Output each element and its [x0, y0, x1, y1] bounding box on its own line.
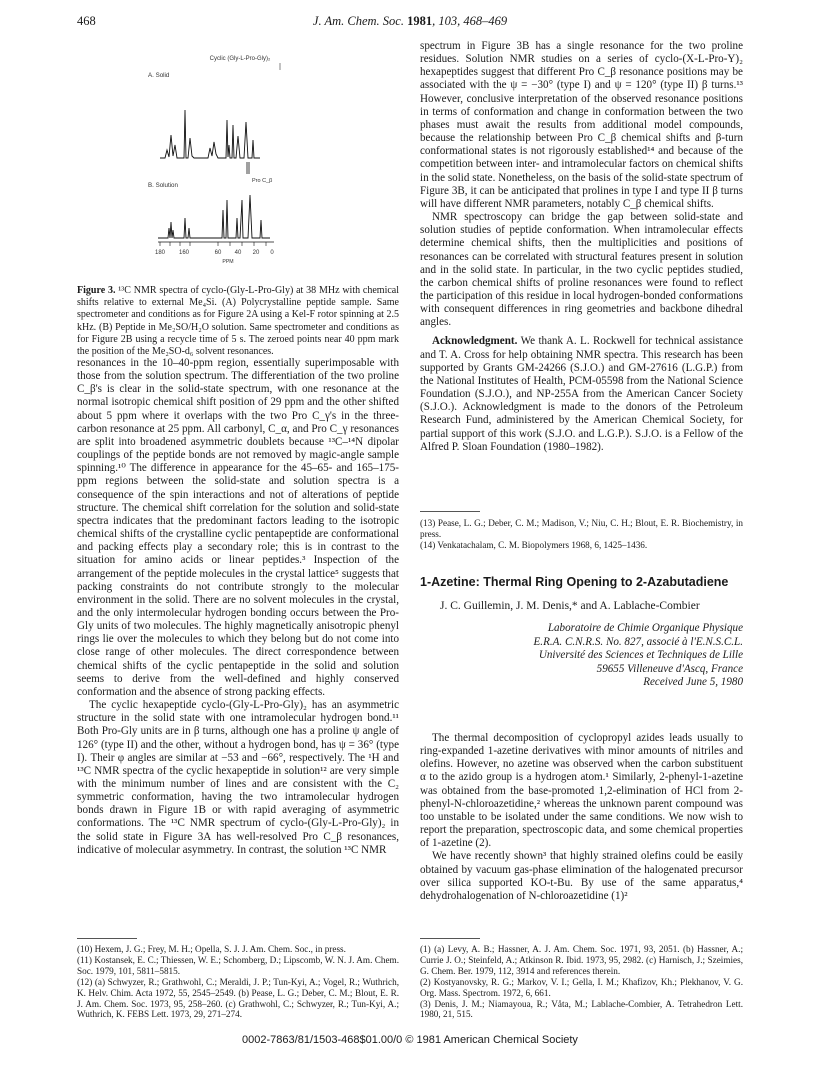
right-column-body — [420, 40, 743, 454]
reference: (3) Denis, J. M.; Niamayoua, R.; Våta, M.; Lablache-Combier, A. Tetrahedron Lett. 1980, 21, 515. — [420, 998, 743, 1020]
page-header — [0, 10, 820, 30]
article-body — [420, 732, 743, 903]
caption-label: Figure 3. — [77, 285, 116, 296]
body-paragraph: The cyclic hexapeptide cyclo-(Gly-L-Pro-Gly)₂ has an asymmetric structure in the solid state with one intramolecular hydrogen bond.¹¹ Both Pro-Gly units are in β turns, although one has a proline ψ angle of 126° (type II) and the other, without a hydrogen bond, has ψ = 36° (type I). Their φ angles are similar at −53 and −66°, respectively. The ¹H and ¹³C NMR spectra of the cyclic hexapeptide in solution¹² are very simple with the minimum number of lines and are consistent with the C₂ symmetric conformation, having the two intramolecular hydrogen bonds drawn in Figure 1B or with rapid averaging of asymmetric conformations. The ¹³C NMR spectrum of cyclo-(Gly-L-Pro-Gly)₂ in the solid state in Figure 3A has well-resolved Pro C_β resonances, indicative of molecular asymmetry. In contrast, the solution ¹³C NMR — [77, 699, 399, 856]
body-paragraph: resonances in the 10–40-ppm region, essentially superimposable with those from the solution spectrum. The differentiation of the two proline C_β's is clear in the solid-state spectrum, with one resonance at the normal isotropic chemical shift position of 29 ppm and the other shifted about 5 ppm where it overlaps with the two Pro C_γ's in the three-carbon resonance at 25 ppm. All carbonyl, C_α, and Pro C_γ resonances are split into broadened asymmetric doublets because ¹³C–¹⁴N dipolar couplings of the peptide bonds are not removed by magic-angle sample spinning.¹⁰ The difference in appearance for the 45–65- and 165–175-ppm regions between the solid-state and solution spectra is a consequence of the spin interactions and not of alterations of peptide structure. The chemical shift correlation for the solution and solid-state spectra indicates that the predominant factors leading to the isotropic chemical shifts of the crystalline cyclic pentapeptide are conformational and packing effects play a secondary role; this is in contrast to the situation for amino acids or linear peptides.³ Inspection of the arrangement of the peptide molecules in the crystal lattice⁵ suggests that packing constraints do not contribute strongly to the molecular environment in the solid. There are no solvent molecules in the crystal, and the only intermolecular hydrogen bonding occurs between the Pro-Gly units of two molecules. The highly magnetically anisotropic phenyl rings lie over the molecules to which they belong but do not come into close range of other molecules. The direct correspondence between chemical shifts of the cyclic pentapeptide in the solid and solution seems to derive from the well-defined and highly conserved conformation and the absence of strong packing effects. — [77, 357, 399, 698]
affiliation-line: Université des Sciences et Techniques de Lille — [538, 649, 743, 662]
article-affiliation — [420, 622, 743, 690]
affiliation-line: E.R.A. C.N.R.S. No. 827, associé à l'E.N.S.C.L. — [533, 635, 743, 648]
left-column-body — [77, 357, 399, 857]
spectrum-b-trace — [158, 195, 270, 238]
axis-tick-label: 160 — [178, 250, 190, 256]
axis-tick-label: 40 — [234, 250, 242, 256]
journal-year: 1981 — [407, 14, 433, 28]
axis-tick-label: 180 — [154, 250, 166, 256]
pro-cbeta-label: Pro C_β — [252, 178, 273, 184]
spectrum-a-trace — [160, 110, 260, 158]
acknowledgment-label: Acknowledgment. — [432, 335, 518, 348]
footnote-rule — [420, 938, 480, 939]
received-date: Received June 5, 1980 — [643, 676, 743, 689]
panel-a-label: A. Solid — [148, 72, 170, 79]
article-title: 1-Azetine: Thermal Ring Opening to 2-Azabutadiene — [420, 575, 729, 589]
reference: (11) Kostansek, E. C.; Thiessen, W. E.; Schomberg, D.; Lipscomb, W. N. J. Am. Chem. Soc. 1979, 101, 5811–5815. — [77, 954, 399, 976]
reference: (2) Kostyanovsky, R. G.; Markov, V. I.; Gella, I. M.; Khafizov, Kh.; Plekhanov, V. G. Org. Mass. Spectrom. 1972, 6, 661. — [420, 976, 743, 998]
body-paragraph: spectrum in Figure 3B has a single resonance for the two proline residues. Solution NMR studies on a series of cyclo-(X-L-Pro-Y)₂ hexapeptides suggest that different Pro C_β resonance positions may be associated with the ψ = −30° (type I) and ψ = 120° (type II) β turns.¹³ However, conclusive interpretation of the observed resonance positions in terms of conformation and change in conformation between the two phases must await the results from additional model compounds, because the relationship between Pro C_β chemical shifts and β-turn conformational states is not rigorously established¹⁴ and because of the competition between inter- and intramolecular factors on chemical shifts in the solid state. Nonetheless, on the basis of the solid-state spectrum of Figure 3B, it can be anticipated that prolines in type I and type II β turns will have different NMR parameters, notably C_β chemical shifts. — [420, 40, 743, 210]
journal-name: J. Am. Chem. Soc. — [312, 14, 404, 28]
footnote-rule — [77, 938, 137, 939]
body-paragraph: The thermal decomposition of cyclopropyl azides leads usually to ring-expanded 1-azetine derivatives with minor amounts of nitriles and olefins. However, no azetine was observed when the carbon substituent α to the azido group is a hydrogen atom.¹ Similarly, 2-phenyl-1-azetine was obtained from the base-promoted 1,2-elimination of HCl from 2-phenyl-N-chloroazetidine,² whereas the unknown parent compound was too unstable to be isolated under the same conditions. We now wish to report the preparation, spectroscopic data, and some chemical properties of 1-azetine (2). — [420, 732, 743, 850]
nmr-spectra — [140, 50, 320, 272]
reference: (1) (a) Levy, A. B.; Hassner, A. J. Am. Chem. Soc. 1971, 93, 2051. (b) Hassner, A.; Currie J. O.; Steinfeld, A.; Atkinson R. Ibid. 1973, 95, 2982. (c) Harnisch, J.; Szeimies, G. Chem. Ber. 1979, 112, 3914 and references therein. — [420, 944, 743, 976]
reference: (10) Hexem, J. G.; Frey, M. H.; Opella, S. J. J. Am. Chem. Soc., in press. — [77, 944, 346, 954]
journal-volume: 103 — [438, 14, 458, 28]
axis-tick-label: 20 — [252, 250, 260, 256]
body-paragraph: NMR spectroscopy can bridge the gap between solid-state and solution studies of peptide conformation. When intramolecular effects determine chemical shifts, then the multiplicities and positions of resonances can be correlated with structural features present in solution and in the solid state. In particular, in the two cyclic peptides studied, the carbon chemical shifts of proline resonances were found to reflect the participation of this residue in local hydrogen-bonded conformations with consequent differences in ring geometries and backbone dihedral angles. — [420, 211, 743, 329]
affiliation-line: Laboratoire de Chimie Organique Physique — [547, 622, 743, 634]
right-references — [420, 518, 743, 551]
acknowledgment-text: We thank A. L. Rockwell for technical assistance and T. A. Cross for help obtaining NMR spectra. This research has been supported by Grants GM-24266 (S.J.O.) and GM-27616 (L.G.P.) from the National Institutes of Health, PCM-05598 from the National Science Foundation (S.J.O.), and NP-255A from the American Cancer Society (S.J.O.). Acknowledgment is made to the donors of the Petroleum Research Fund, administered by the American Chemical Society, for partial support of this work (S.J.O. and L.G.P.). S.J.O. is a Fellow of the Alfred P. Sloan Foundation (1980–1982). — [420, 335, 744, 453]
page-number: 468 — [77, 14, 96, 28]
caption-text: ¹³C NMR spectra of cyclo-(Gly-L-Pro-Gly) at 38 MHz with chemical shifts relative to external Me₄Si. (A) Polycrystalline peptide sample. Same spectrometer and conditions as for Figure 2A using a Kel-F rotor spinning at 2.5 kHz. (B) Peptide in Me₂SO/H₂O solution. Same spectrometer and conditions as for Figure 2B using a recycle time of 5 s. The zeroed points near 40 ppm mark the position of the Me₂SO-d₆ solvent resonances. — [77, 285, 400, 358]
journal-citation: J. Am. Chem. Soc. 1981, 103, 468–469 — [312, 14, 508, 28]
acknowledgment — [420, 335, 743, 453]
journal-pages: 468–469 — [463, 14, 508, 28]
axis-tick-label: 0 — [270, 250, 274, 256]
reference: (12) (a) Schwyzer, R.; Grathwohl, C.; Meraldi, J. P.; Tun-Kyi, A.; Vogel, R.; Wuthrich, K. Helv. Chim. Acta 1972, 55, 2545–2549. (b) Pease, L. G.; Deber, C. M.; Blout, E. R. J. Am. Chem. Soc. 1973, 95, 258–260. (c) Grathwohl, C.; Schwyzer, R.; Tun-Kyi, A.; Wuthrich, K. FEBS Lett. 1973, 29, 271–274. — [77, 976, 399, 1020]
axis-unit: PPM — [222, 259, 234, 265]
reference: (14) Venkatachalam, C. M. Biopolymers 1968, 6, 1425–1436. — [420, 539, 648, 550]
article-authors: J. C. Guillemin, J. M. Denis,* and A. Lablache-Combier — [440, 600, 700, 612]
panel-b-label: B. Solution — [148, 182, 178, 189]
left-references — [77, 944, 399, 1020]
footnote-rule — [420, 511, 480, 512]
page-footer: 0002-7863/81/1503-468$01.00/0 © 1981 American Chemical Society — [242, 1034, 578, 1046]
reference: (13) Pease, L. G.; Deber, C. M.; Madison, V.; Niu, C. H.; Blout, E. R. Biochemistry, in press. — [420, 518, 743, 539]
article-references — [420, 944, 743, 1020]
body-paragraph: We have recently shown³ that highly strained olefins could be easily obtained by vacuum gas-phase elimination of the halogenated precursor over silica supported KO-t-Bu. By use of the same apparatus,⁴ dehydrohalogenation of N-chloroazetidine (1)² — [420, 850, 743, 902]
nmr-figure — [140, 50, 320, 272]
figure-caption — [77, 285, 399, 358]
affiliation-line: 59655 Villeneuve d'Ascq, France — [596, 662, 743, 675]
figure-top-label: Cyclic (Gly-L-Pro-Gly)₂ — [209, 56, 271, 62]
axis-tick-label: 60 — [214, 250, 222, 256]
